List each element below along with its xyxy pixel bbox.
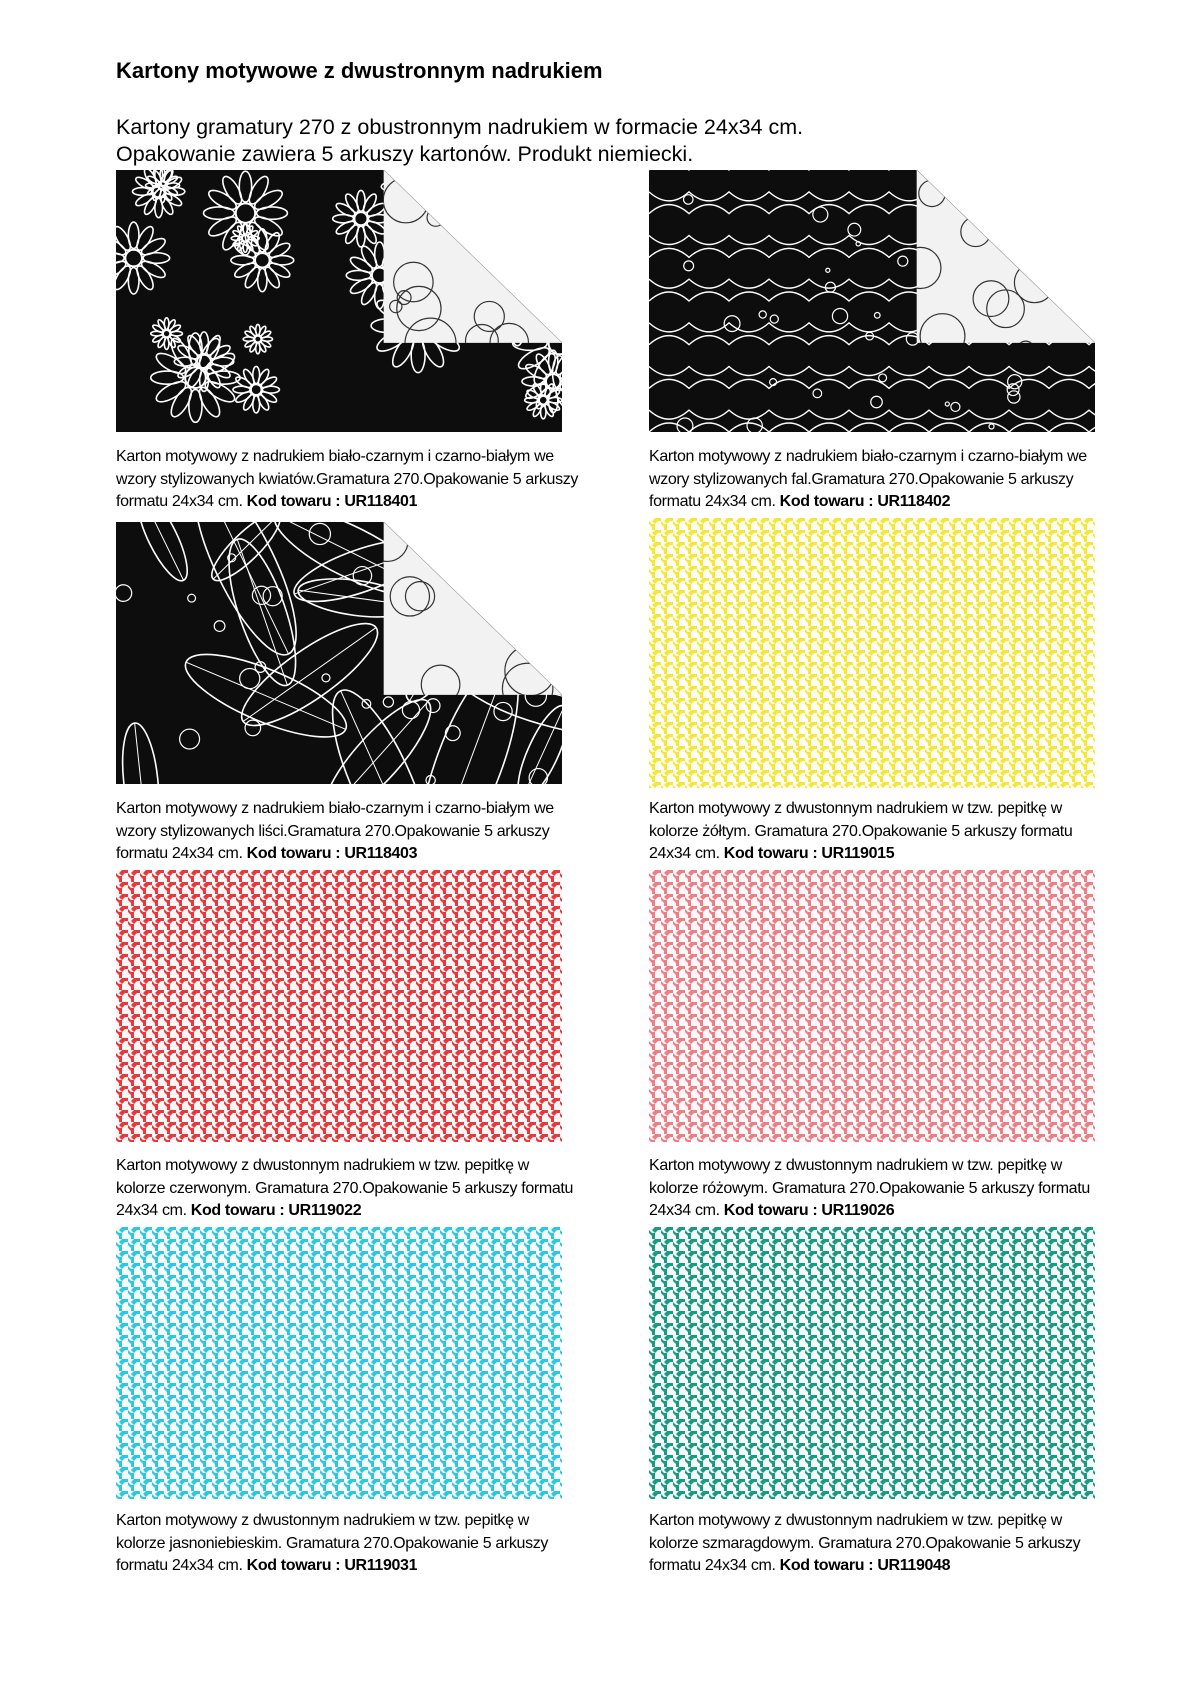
product-description [116,1155,573,1223]
product-code: Kod towaru : UR119048 [779,1557,951,1574]
product-code: Kod towaru : UR119031 [246,1557,418,1574]
intro-text [116,114,1116,168]
description-line [116,1510,548,1533]
product-swatch-image [649,170,1095,432]
product-description [649,1510,1080,1578]
description-text: Karton motywowy z dwustonnym nadrukiem w tzw. pepitkę w [116,1157,529,1174]
product-swatch-image [649,870,1095,1142]
product-code: Kod towaru : UR119026 [723,1202,895,1219]
description-text: wzory stylizowanych liści.Gramatura 270.Opakowanie 5 arkuszy [116,822,550,840]
product-description [116,1510,548,1578]
description-text: Karton motywowy z dwustonnym nadrukiem w tzw. pepitkę w [649,1512,1062,1529]
description-text: Karton motywowy z dwustonnym nadrukiem w tzw. pepitkę w [116,1512,529,1529]
description-text: kolorze różowym. Gramatura 270.Opakowanie 5 arkuszy formatu [649,1179,1090,1197]
description-line [116,1533,548,1556]
product-code: Kod towaru : UR118402 [779,493,951,510]
description-text: Karton motywowy z nadrukiem biało-czarnym i czarno-białym we [116,448,554,465]
description-line [116,1200,573,1223]
product-swatch-image [649,518,1095,788]
description-text: kolorze żółtym. Gramatura 270.Opakowanie 5 arkuszy formatu [649,822,1073,840]
description-line [116,1555,548,1578]
product-description [116,798,554,866]
description-text: formatu 24x34 cm. [649,1557,780,1574]
description-line [116,798,554,821]
description-text: Karton motywowy z dwustonnym nadrukiem w tzw. pepitkę w [649,1157,1062,1174]
description-line [649,446,1087,469]
product-code: Kod towaru : UR119022 [190,1202,362,1219]
description-line [649,798,1072,821]
description-line [649,469,1087,492]
product-description [649,446,1087,514]
product-swatch-image [649,1227,1095,1499]
description-text: kolorze szmaragdowym. Gramatura 270.Opakowanie 5 arkuszy [649,1534,1081,1552]
product-code: Kod towaru : UR118403 [246,845,418,862]
description-text: wzory stylizowanych fal.Gramatura 270.Opakowanie 5 arkuszy [649,470,1074,488]
description-line [649,491,1087,514]
description-text: wzory stylizowanych kwiatów.Gramatura 270.Opakowanie 5 arkuszy [116,470,579,488]
product-description [649,1155,1090,1223]
description-text: kolorze czerwonym. Gramatura 270.Opakowanie 5 arkuszy formatu [116,1179,574,1197]
description-line [116,1155,573,1178]
description-line [649,1510,1080,1533]
product-code: Kod towaru : UR118401 [246,493,418,510]
product-swatch-image [116,1227,562,1499]
description-text: formatu 24x34 cm. [116,493,247,510]
description-line [649,1200,1090,1223]
description-text: kolorze jasnoniebieskim. Gramatura 270.Opakowanie 5 arkuszy [116,1534,549,1552]
description-line [649,1555,1080,1578]
page-title: Kartony motywowe z dwustronnym nadrukiem [116,58,603,83]
description-text: formatu 24x34 cm. [116,1557,247,1574]
description-line [116,1178,573,1201]
description-line [649,821,1072,844]
product-swatch-image [116,870,562,1142]
intro-line: Kartony gramatury 270 z obustronnym nadrukiem w formacie 24x34 cm. [116,115,804,139]
description-text: Karton motywowy z dwustonnym nadrukiem w tzw. pepitkę w [649,800,1062,817]
description-line [649,1533,1080,1556]
product-code: Kod towaru : UR119015 [723,845,895,862]
description-line [649,1178,1090,1201]
description-text: formatu 24x34 cm. [649,493,780,510]
description-text: formatu 24x34 cm. [116,845,247,862]
description-text: Karton motywowy z nadrukiem biało-czarnym i czarno-białym we [116,800,554,817]
description-line [116,843,554,866]
description-line [116,821,554,844]
intro-line: Opakowanie zawiera 5 arkuszy kartonów. Produkt niemiecki. [116,142,694,166]
description-text: Karton motywowy z nadrukiem biało-czarnym i czarno-białym we [649,448,1087,465]
description-line [649,843,1072,866]
description-text: 24x34 cm. [649,1202,724,1219]
description-line [649,1155,1090,1178]
product-swatch-image [116,170,562,432]
description-line [116,491,578,514]
product-description [116,446,578,514]
description-text: 24x34 cm. [649,845,724,862]
product-swatch-image [116,522,562,784]
product-description [649,798,1072,866]
description-text: 24x34 cm. [116,1202,191,1219]
description-line [116,446,578,469]
description-line [116,469,578,492]
